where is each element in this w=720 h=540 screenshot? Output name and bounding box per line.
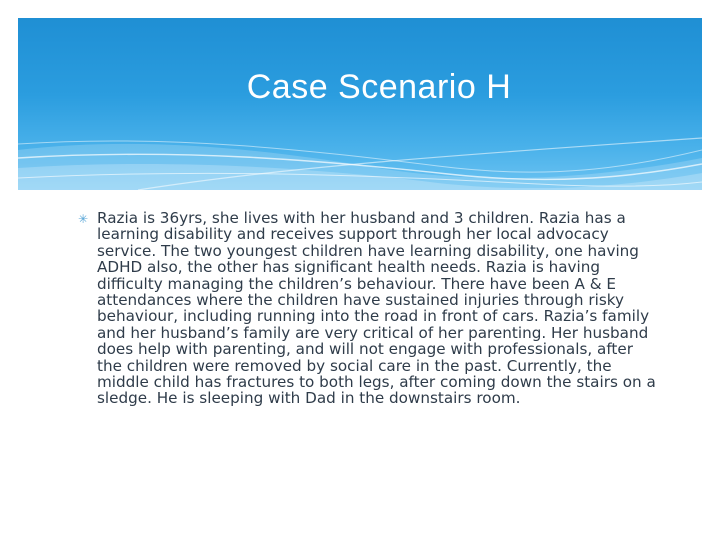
bullet-item [78, 210, 660, 407]
slide-body [78, 210, 660, 407]
asterisk-bullet-icon: ✳ [78, 212, 89, 226]
title-banner [18, 18, 702, 190]
bullet-text: Razia is 36yrs, she lives with her husband and 3 children. Razia has a learning disability and receives support through her local advocacy service. The two youngest children have learning disability, one having ADHD also, the other has significant health needs. Razia is having difficulty managing the children’s behaviour. There have been A & E attendances where the children have sustained injuries through risky behaviour, including running into the road in front of cars. Razia’s family and her husband’s family are very critical of her parenting. Her husband does help with parenting, and will not engage with professionals, after the children were removed by social care in the past. Currently, the middle child has fractures to both legs, after coming down the stairs on a sledge. He is sleeping with Dad in the downstairs room. [97, 209, 656, 408]
slide-title: Case Scenario H [246, 68, 512, 106]
